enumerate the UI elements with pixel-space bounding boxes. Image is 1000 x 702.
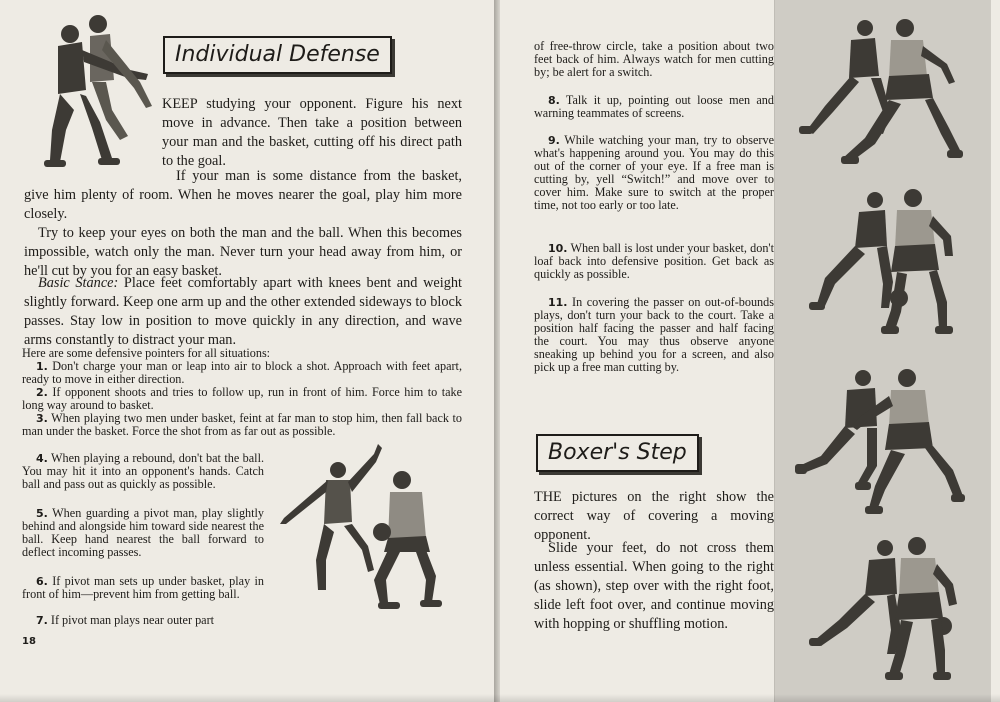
pointer-number: 8. [548,94,560,107]
pointer-8 [534,94,774,120]
pointer-number: 7. [36,614,48,627]
intro-paragraph: KEEP studying your opponent. Figure his next move in advance. Then take a position between your man and the basket, cutting off his direct path to the goal. [162,96,462,169]
pointer-number: 5. [36,507,48,520]
pointer-text: Talk it up, pointing out loose men and warning teammates of screens. [534,93,774,120]
pointer-5 [22,507,264,559]
pointer-number: 2. [36,386,48,399]
boxers-step-instructions: Slide your feet, do not cross them unless essential. When going to the right (as shown), step over with the right foot, slide left foot over, and continue moving with hopping or shuffling motion. [534,540,774,632]
pointer-9 [534,134,774,212]
pointer-text: When guarding a pivot man, play slightly behind and alongside him toward side nearest the ball. Keep hand nearest the ball forward to deflect incoming passes. [22,506,264,559]
pointers-intro: Here are some defensive pointers for all situations: [22,346,271,360]
boxers-step-intro: THE pictures on the right show the correct way of covering a moving opponent. [534,489,774,543]
boxers-step-frame-4 [795,534,965,689]
left-page [0,0,494,702]
pointer-4 [22,452,264,491]
boxers-step-photo-strip [774,0,991,702]
pointer-text: In covering the passer on out-of-bounds plays, don't turn your back to the court. Take a position half facing the passer and half facing the court. You may thus observe anyone sneaking up behind you for a screen, and also pick up a free man cutting by. [534,295,774,374]
pointer-7-continued: of free-throw circle, take a position about two feet back of him. Always watch for men cutting by; be alert for a switch. [534,39,774,79]
guarding-players-photo [276,440,448,616]
intro-paragraph-continued: If your man is some distance from the basket, give him plenty of room. When he moves nearer the goal, play him more closely. [24,168,462,222]
basic-stance-label: Basic Stance: [38,275,119,291]
pointer-6 [22,575,264,601]
pointer-text: Don't charge your man or leap into air to block a shot. Approach with feet apart, ready to move in either direction. [22,359,462,386]
pointer-text: If pivot man plays near outer part [47,613,215,627]
pointer-number: 9. [548,134,560,147]
pointer-number: 6. [36,575,48,588]
pointer-7 [22,614,264,627]
pointer-number: 4. [36,452,48,465]
basic-stance-text: Place feet comfortably apart with knees bent and weight slightly forward. Keep one arm up and the other extended sideways to block passes. Stay low in position to move quickly in any direction, and wave arms constantly to distract your man. [24,275,462,348]
section-title-individual-defense: Individual Defense [163,36,392,74]
page-number: 18 [22,636,36,647]
pointer-3 [22,412,462,438]
boxers-step-frame-2 [795,186,965,341]
page-bottom-shadow [0,694,1000,702]
eyes-paragraph: Try to keep your eyes on both the man and the ball. When this becomes impossible, watch only the man. Never turn your head away from him, or he'll cut by you for an easy basket. [24,225,462,279]
pointer-number: 1. [36,360,48,373]
pointer-2 [22,386,462,412]
pointer-number: 3. [36,412,48,425]
pointer-11 [534,296,774,374]
pointer-text: When playing a rebound, don't bat the ball. You may hit it into an opponent's hands. Catch ball and pass out as quickly as possible. [22,451,264,491]
pointer-text: If pivot man sets up under basket, play in front of him—prevent him from getting ball. [22,574,264,601]
pointer-number: 11. [548,296,568,309]
section-title-boxers-step: Boxer's Step [536,434,699,472]
boxers-step-frame-1 [795,16,965,171]
pointer-text: When playing two men under basket, feint at far man to stop him, then fall back to man under the basket. Force the shot from as far out as possible. [22,411,462,438]
boxers-step-frame-3 [795,366,965,521]
defenders-photo [40,10,155,175]
pointer-1 [22,360,462,386]
pointer-10 [534,242,774,281]
pointer-text: When ball is lost under your basket, don't loaf back into defensive position. Get back as quickly as possible. [534,241,774,281]
pointer-text: If opponent shoots and tries to follow up, run in front of him. Force him to take long way around to basket. [22,385,462,412]
pointer-text: While watching your man, try to observe what's happening around you. You may do this out of the corner of your eye. If a free man is cutting by, yell “Switch!” and move over to cover him. Make sure to switch at the proper time, not too early or too late. [534,133,774,212]
basic-stance-paragraph [24,274,462,350]
pointer-number: 10. [548,242,568,255]
